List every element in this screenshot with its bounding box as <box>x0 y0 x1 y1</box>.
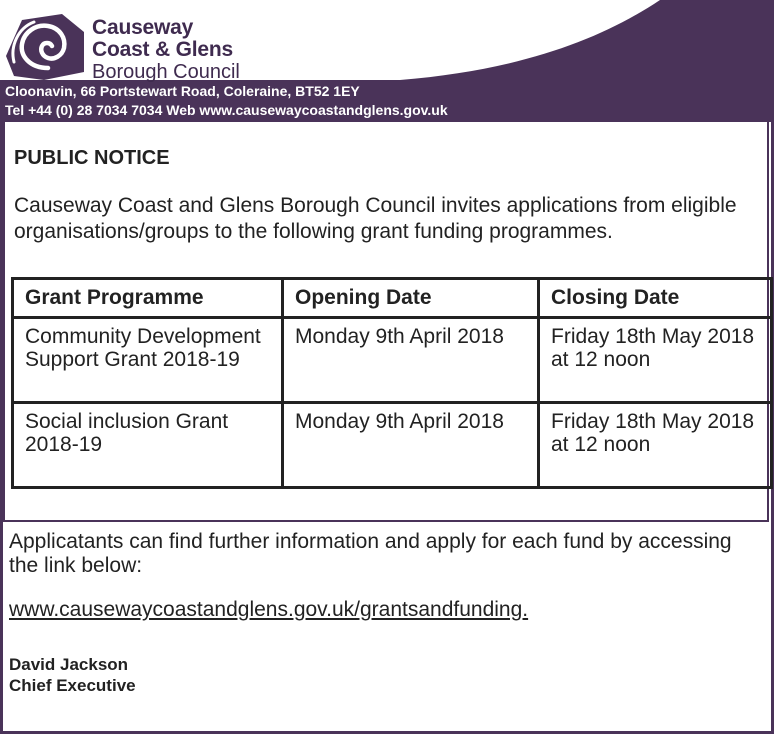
cell-opening-date: Monday 9th April 2018 <box>283 318 539 403</box>
table-header-row <box>13 279 772 318</box>
column-header-programme: Grant Programme <box>13 279 283 318</box>
council-name <box>92 17 240 83</box>
cell-closing-date: Friday 18th May 2018 at 12 noon <box>539 403 772 488</box>
cell-opening-date: Monday 9th April 2018 <box>283 403 539 488</box>
council-logo-icon <box>4 12 86 82</box>
council-name-line-1: Causeway <box>92 16 194 39</box>
cell-programme: Social inclusion Grant 2018-19 <box>13 403 283 488</box>
council-contact <box>5 82 448 120</box>
column-header-closing: Closing Date <box>539 279 772 318</box>
grant-table <box>11 277 773 489</box>
address-line: Cloonavin, 66 Portstewart Road, Coleraine, BT52 1EY <box>5 83 360 99</box>
signatory-title: Chief Executive <box>9 676 136 695</box>
cell-programme: Community Development Support Grant 2018-19 <box>13 318 283 403</box>
council-name-line-2: Coast & Glens <box>92 38 233 61</box>
notice-title: PUBLIC NOTICE <box>14 147 170 169</box>
signature-block <box>9 654 136 696</box>
council-header <box>0 0 774 122</box>
contact-line: Tel +44 (0) 28 7034 7034 Web www.causewaycoastandglens.gov.uk <box>5 102 448 118</box>
column-header-opening: Opening Date <box>283 279 539 318</box>
table-row <box>13 318 772 403</box>
cell-closing-date: Friday 18th May 2018 at 12 noon <box>539 318 772 403</box>
apply-instructions: Applicatants can find further information and apply for each fund by accessing the link below: <box>9 530 732 577</box>
notice-intro: Causeway Coast and Glens Borough Council invites applications from eligible organisations/groups to the following grant funding programmes. <box>14 194 737 243</box>
signatory-name: David Jackson <box>9 655 129 674</box>
grants-link[interactable]: www.causewaycoastandglens.gov.uk/grantsandfunding. <box>9 598 529 621</box>
council-name-line-3: Borough Council <box>92 61 240 83</box>
table-row <box>13 403 772 488</box>
